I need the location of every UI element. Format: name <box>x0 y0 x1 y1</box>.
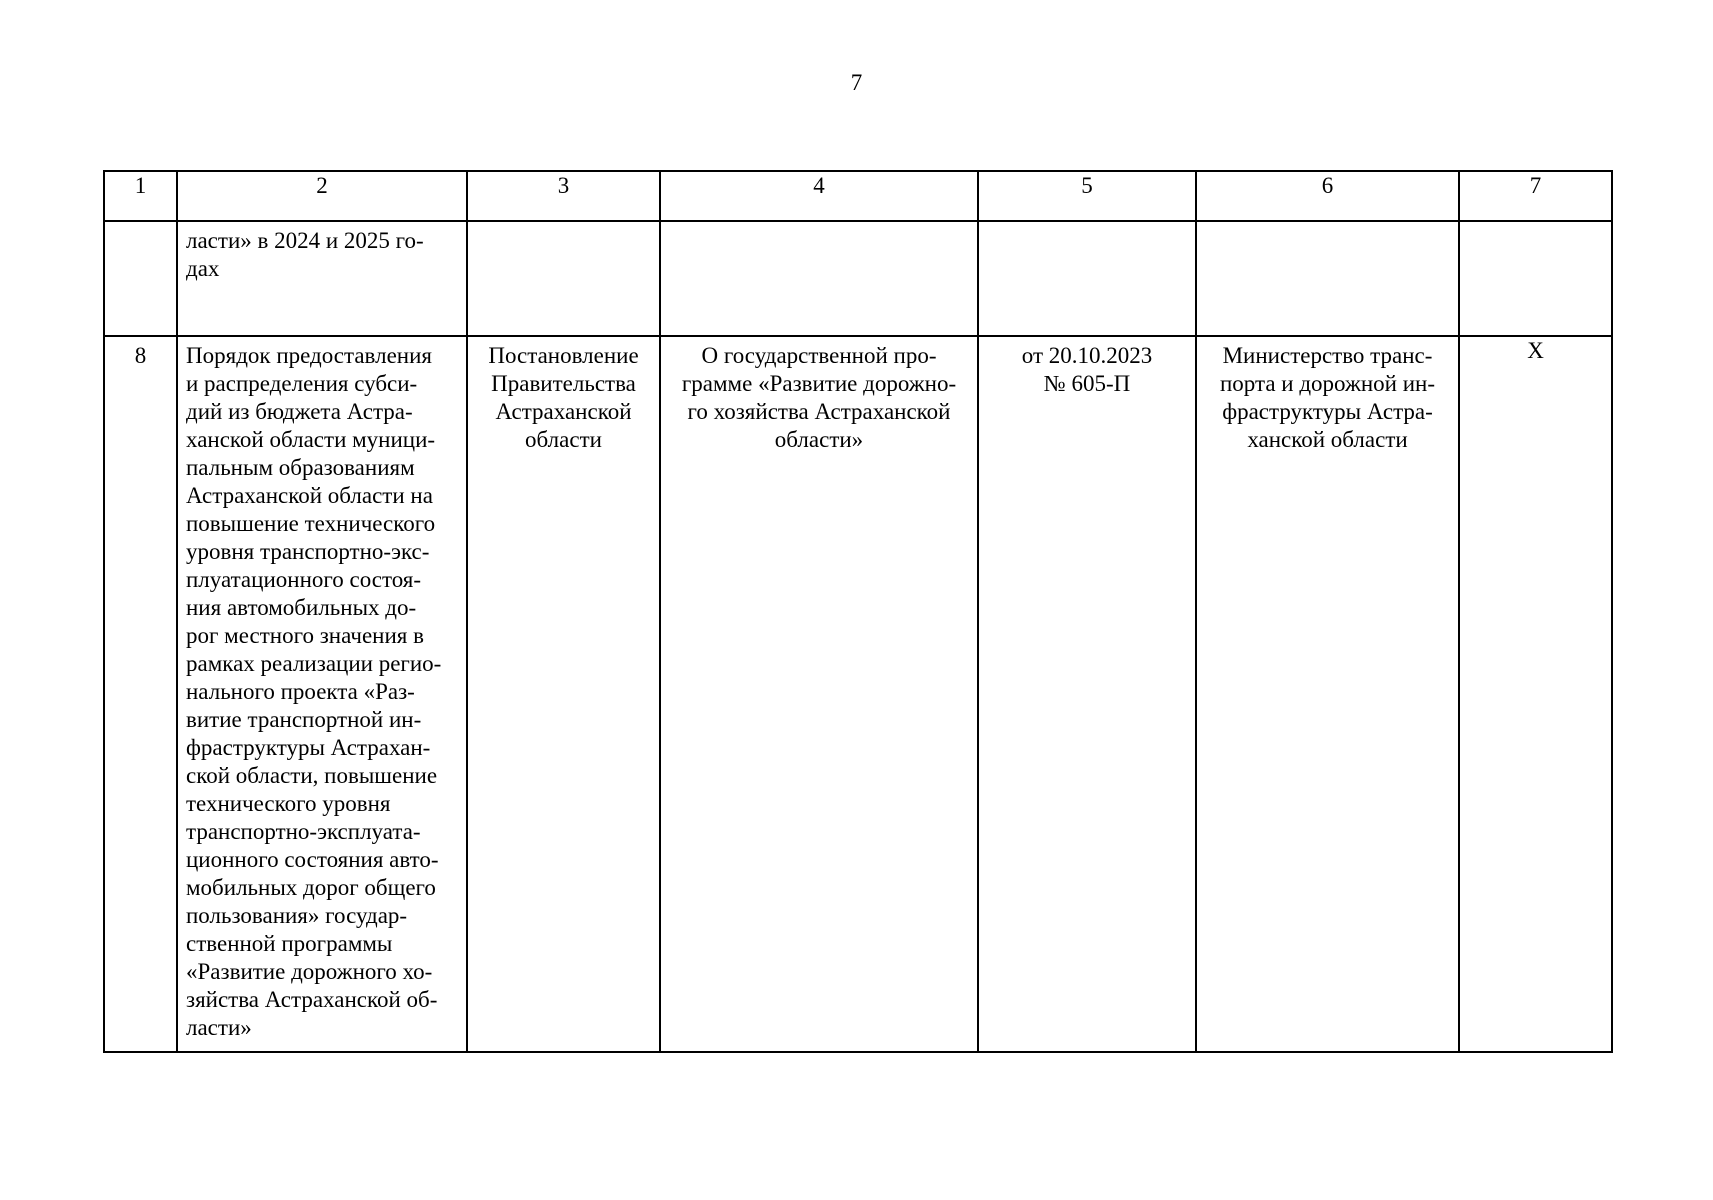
act-type-text: Постановление Правительства Астраханской области <box>488 343 639 452</box>
act-date-number-text: от 20.10.2023 № 605-П <box>1021 343 1153 396</box>
act-type-cell <box>467 336 660 1052</box>
table-row-8 <box>104 336 1612 1052</box>
column-header-7: 7 <box>1459 171 1612 221</box>
act-date-cell <box>978 336 1196 1052</box>
column-header-2: 2 <box>177 171 467 221</box>
cont-cell-1 <box>104 221 177 336</box>
cont-name-text: ласти» в 2024 и 2025 го- дах <box>186 228 424 281</box>
column-header-6: 6 <box>1196 171 1459 221</box>
table-row-continuation <box>104 221 1612 336</box>
mark-cell <box>1459 336 1612 1052</box>
cont-cell-7 <box>1459 221 1612 336</box>
responsible-body-text: Министерство транс- порта и дорожной ин- фраструктуры Астра- ханской области <box>1219 343 1436 452</box>
act-title-cell <box>660 336 978 1052</box>
mark-text: X <box>1527 338 1544 363</box>
cont-cell-4 <box>660 221 978 336</box>
cont-cell-3 <box>467 221 660 336</box>
name-cell <box>177 336 467 1052</box>
document-table <box>103 170 1613 1053</box>
procedure-name-text: Порядок предоставления и распределения субси- дий из бюджета Астра- ханской области муници- пальным образованиям Астраханской области на повышение технического уровня транспортно-экс- плуатационного состоя- ния автомобильных до- рог местного значения в рамках реализации регио- нального проекта «Раз- витие транспортной ин- фраструктуры Астрахан- ской области, повышение технического уровня транспортно-эксплуата- ционного состояния авто- мобильных дорог общего пользования» государ- ственной программы «Развитие дорожного хо- зяйства Астраханской об- ласти» <box>186 343 442 1040</box>
row-number: 8 <box>134 343 147 368</box>
responsible-cell <box>1196 336 1459 1052</box>
column-header-5: 5 <box>978 171 1196 221</box>
table-header-row <box>104 171 1612 221</box>
column-header-1: 1 <box>104 171 177 221</box>
act-title-text: О государственной про- грамме «Развитие дорожно- го хозяйства Астраханской области» <box>681 343 957 452</box>
cont-cell-6 <box>1196 221 1459 336</box>
column-header-3: 3 <box>467 171 660 221</box>
column-header-4: 4 <box>660 171 978 221</box>
cont-cell-5 <box>978 221 1196 336</box>
cont-cell-2 <box>177 221 467 336</box>
row-number-cell <box>104 336 177 1052</box>
page-number: 7 <box>850 70 863 95</box>
